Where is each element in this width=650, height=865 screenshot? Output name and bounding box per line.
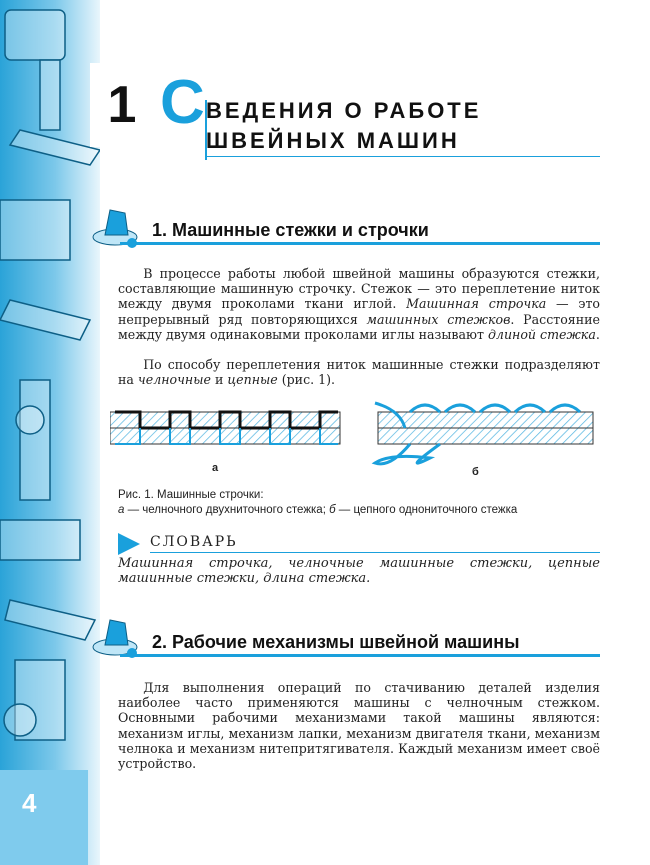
dictionary-text: Машинная строчка, челночные машинные стежки, цепные машинные стежки, длина стежка.	[118, 556, 600, 587]
figure-lockstitch	[110, 400, 350, 460]
chapter-number: 1	[92, 65, 152, 145]
page-number: 4	[0, 770, 88, 865]
figure-chainstitch	[370, 398, 600, 478]
dictionary-title: СЛОВАРЬ	[150, 534, 238, 550]
section-1-title: 1. Машинные стежки и строчки	[152, 220, 429, 240]
decorative-sewing-machine-strip	[0, 0, 100, 865]
divider	[150, 552, 600, 553]
chapter-title-line: ВЕДЕНИЯ О РАБОТЕ	[206, 98, 482, 123]
section-underline	[120, 242, 600, 245]
paragraph-3: Для выполнения операций по стачиванию деталей изделия наиболее часто применяются машины с челночным стежком. Основными рабочими механизмами такой машины являются: механизм иглы, механизм лапки, механизм двигателя ткани, механизм челнока и механизм нитепритягивателя. Каждый механизм имеет своё устройство.	[118, 680, 600, 772]
dictionary-marker-icon	[118, 533, 140, 555]
chapter-title-line: ШВЕЙНЫХ МАШИН	[206, 128, 460, 153]
section-2-title: 2. Рабочие механизмы швейной машины	[152, 632, 520, 652]
chapter-title	[206, 96, 481, 156]
chapter-title-initial: С	[160, 68, 205, 137]
paragraph-2: По способу переплетения ниток машинные стежки подразделяют на челночные и цепные (рис. 1).	[118, 357, 600, 388]
paragraph-1: В процессе работы любой швейной машины образуются стежки, составляющие машинную строчку. Стежок — это переплетение ниток между двумя проколами ткани иглой. Машинная строчка — это непрерывный ряд повторяющихся машинных стежков. Расстояние между двумя одинаковыми проколами иглы называют длиной стежка.	[118, 266, 601, 342]
sewing-machine-sketch-icon	[0, 0, 100, 865]
figure-label-a: а	[212, 462, 219, 474]
figure-label-b: б	[472, 466, 479, 478]
section-underline	[120, 654, 600, 657]
divider	[205, 156, 600, 157]
figure-caption: Рис. 1. Машинные строчки: а — челночного двухниточного стежка; б — цепного однониточного стежка	[118, 489, 518, 516]
